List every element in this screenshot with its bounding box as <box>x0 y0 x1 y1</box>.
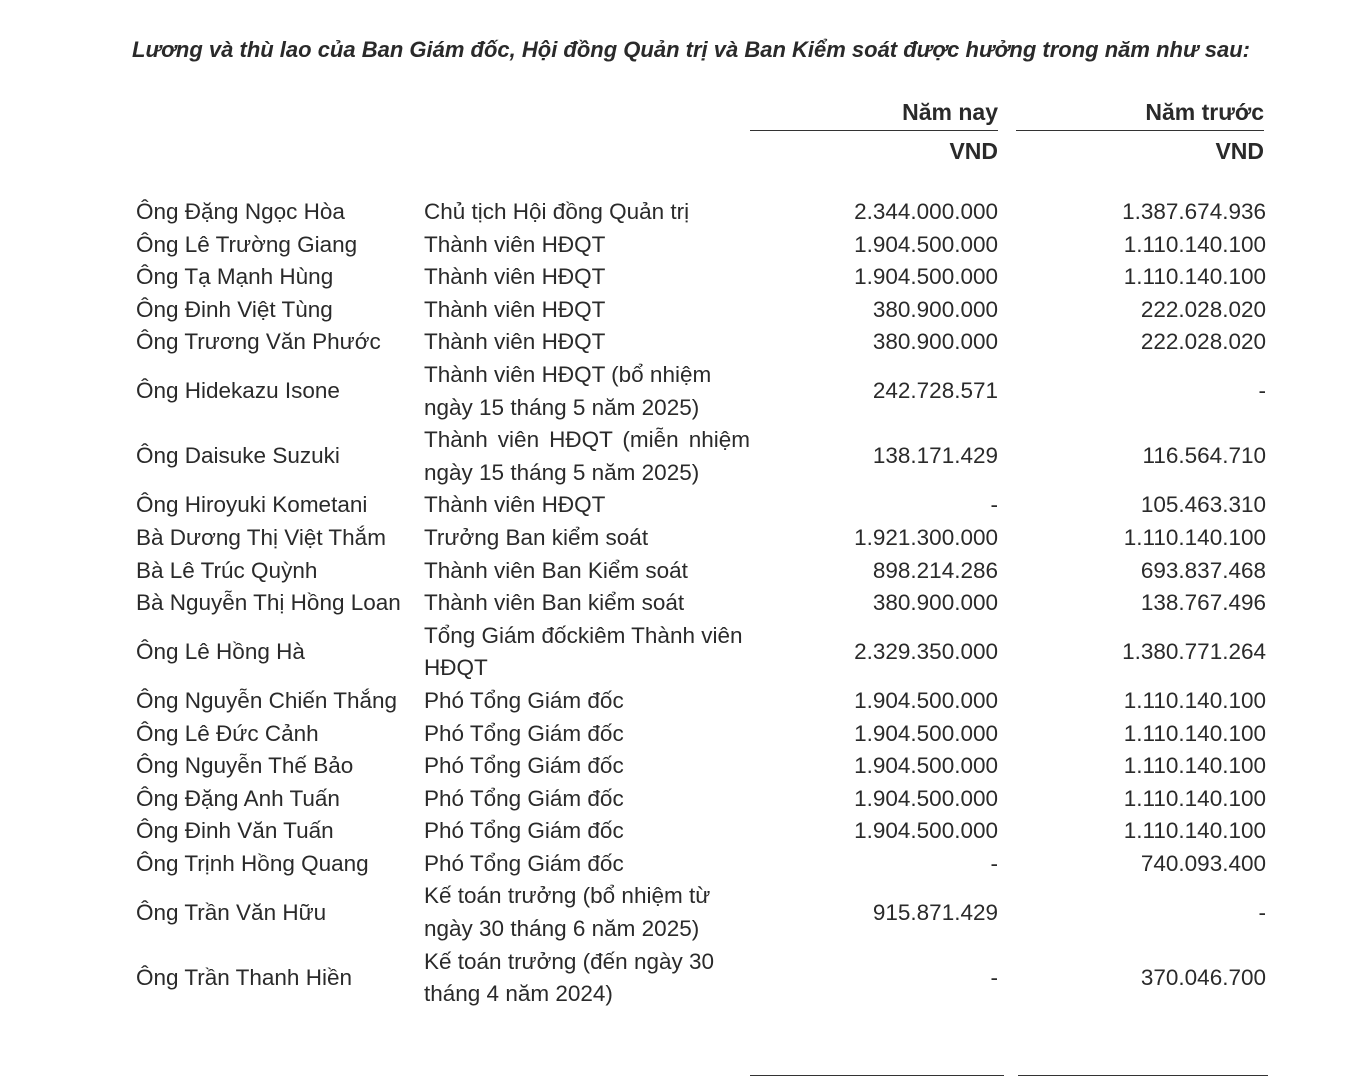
person-role: Thành viên HĐQT <box>424 492 606 518</box>
amount-current-year: 1.904.500.000 <box>854 785 998 811</box>
table-row <box>136 294 1266 327</box>
person-role: Thành viên Ban kiểm soát <box>424 590 685 616</box>
column-header-current-year <box>750 98 998 165</box>
person-name: Ông Lê Trường Giang <box>136 231 358 257</box>
amount-previous-year: 1.110.140.100 <box>1123 687 1266 713</box>
person-role: Phó Tổng Giám đốc <box>424 850 624 876</box>
person-name: Ông Nguyễn Thế Bảo <box>136 753 354 779</box>
table-row <box>136 946 1266 1011</box>
amount-previous-year: 693.837.468 <box>1140 557 1266 583</box>
amount-previous-year: 1.110.140.100 <box>1123 264 1266 290</box>
person-name: Ông Đặng Anh Tuấn <box>136 785 340 811</box>
amount-previous-year: - <box>1258 899 1266 925</box>
person-role: Thành viên HĐQT <box>424 296 606 322</box>
person-role: Chủ tịch Hội đồng Quản trị <box>424 199 690 224</box>
table-row <box>136 880 1266 945</box>
current-year-label: Năm nay <box>902 99 998 125</box>
amount-current-year: 915.871.429 <box>872 899 998 925</box>
person-name: Ông Hiroyuki Kometani <box>136 492 368 518</box>
amount-previous-year: 116.564.710 <box>1142 443 1266 469</box>
amount-previous-year: 1.110.140.100 <box>1123 785 1266 811</box>
table-row <box>136 359 1266 424</box>
amount-current-year: 1.904.500.000 <box>854 687 998 713</box>
person-name: Ông Trương Văn Phước <box>136 329 381 355</box>
amount-previous-year: 1.110.140.100 <box>1123 818 1266 844</box>
table-row <box>136 750 1266 783</box>
previous-year-label: Năm trước <box>1145 99 1264 125</box>
person-name: Ông Đinh Việt Tùng <box>136 296 333 322</box>
table-row <box>136 196 1266 229</box>
table-row <box>136 489 1266 522</box>
person-role: Phó Tổng Giám đốc <box>424 785 624 811</box>
person-role: Thành viên HĐQT <box>424 329 606 355</box>
person-role: Thành viên Ban Kiểm soát <box>424 557 688 583</box>
person-name: Bà Dương Thị Việt Thắm <box>136 524 386 550</box>
amount-previous-year: 1.110.140.100 <box>1123 753 1266 779</box>
table-row <box>136 815 1266 848</box>
amount-current-year: 2.344.000.000 <box>854 199 998 224</box>
amount-current-year: 1.904.500.000 <box>854 231 998 257</box>
person-name: Ông Nguyễn Chiến Thắng <box>136 687 398 713</box>
amount-current-year: 380.900.000 <box>872 329 998 355</box>
header-underline <box>750 130 998 131</box>
person-name: Ông Đinh Văn Tuấn <box>136 818 334 844</box>
person-role: Tổng Giám đốckiêm Thành viên HĐQT <box>424 622 743 681</box>
table-row <box>136 326 1266 359</box>
column-header-previous-year <box>1016 98 1264 165</box>
table-row <box>136 848 1266 881</box>
person-role: Phó Tổng Giám đốc <box>424 687 624 713</box>
table-row <box>136 261 1266 294</box>
amount-current-year: 1.921.300.000 <box>854 524 998 550</box>
header-underline <box>1016 130 1264 131</box>
amount-previous-year: 1.387.674.936 <box>1122 199 1266 224</box>
person-name: Ông Trần Văn Hữu <box>136 899 327 925</box>
person-role: Phó Tổng Giám đốc <box>424 818 624 844</box>
person-name: Ông Đặng Ngọc Hòa <box>136 199 345 224</box>
amount-current-year: 380.900.000 <box>872 296 998 322</box>
amount-current-year: - <box>990 850 998 876</box>
person-role: Trưởng Ban kiểm soát <box>424 524 649 550</box>
table-row <box>136 718 1266 751</box>
amount-current-year: 242.728.571 <box>872 378 998 404</box>
remuneration-table <box>136 196 1266 1011</box>
person-name: Ông Tạ Mạnh Hùng <box>136 264 334 290</box>
previous-year-currency: VND <box>1215 138 1264 164</box>
person-role: Thành viên HĐQT <box>424 264 606 290</box>
table-row <box>136 587 1266 620</box>
table-row <box>136 555 1266 588</box>
amount-current-year: 1.904.500.000 <box>854 264 998 290</box>
amount-current-year: 1.904.500.000 <box>854 720 998 746</box>
person-name: Ông Lê Hồng Hà <box>136 639 305 665</box>
person-name: Ông Daisuke Suzuki <box>136 443 340 469</box>
total-rule-previous <box>1018 1075 1268 1076</box>
amount-current-year: 380.900.000 <box>872 590 998 616</box>
amount-previous-year: 740.093.400 <box>1140 850 1266 876</box>
section-heading: Lương và thù lao của Ban Giám đốc, Hội đồng Quản trị và Ban Kiểm soát được hưởng trong năm như sau: <box>132 37 1251 62</box>
amount-previous-year: 1.110.140.100 <box>1123 720 1266 746</box>
amount-previous-year: - <box>1258 378 1266 404</box>
table-row <box>136 783 1266 816</box>
person-role: Phó Tổng Giám đốc <box>424 720 624 746</box>
table-row <box>136 522 1266 555</box>
amount-current-year: 1.904.500.000 <box>854 818 998 844</box>
amount-previous-year: 138.767.496 <box>1140 590 1266 616</box>
person-name: Ông Hidekazu Isone <box>136 378 340 404</box>
amount-previous-year: 105.463.310 <box>1140 492 1266 518</box>
table-row <box>136 685 1266 718</box>
amount-current-year: - <box>990 964 998 990</box>
amount-previous-year: 222.028.020 <box>1140 329 1266 355</box>
person-role: Kế toán trưởng (đến ngày 30 tháng 4 năm 2024) <box>424 948 715 1007</box>
person-role: Thành viên HĐQT <box>424 231 606 257</box>
person-name: Bà Nguyễn Thị Hồng Loan <box>136 590 401 616</box>
amount-current-year: 1.904.500.000 <box>854 753 998 779</box>
amount-previous-year: 1.110.140.100 <box>1123 524 1266 550</box>
person-role: Kế toán trưởng (bổ nhiệm từ ngày 30 tháng 6 năm 2025) <box>424 883 711 942</box>
table-row <box>136 424 1266 489</box>
amount-current-year: 2.329.350.000 <box>854 639 998 665</box>
person-role: Thành viên HĐQT (bổ nhiệm ngày 15 tháng 5 năm 2025) <box>424 361 712 420</box>
person-role: Thành viên HĐQT (miễn nhiệm ngày 15 tháng 5 năm 2025) <box>424 427 750 485</box>
person-role: Phó Tổng Giám đốc <box>424 753 624 779</box>
amount-current-year: 898.214.286 <box>872 557 998 583</box>
amount-previous-year: 370.046.700 <box>1140 964 1266 990</box>
amount-previous-year: 222.028.020 <box>1140 296 1266 322</box>
person-name: Ông Trịnh Hồng Quang <box>136 850 369 876</box>
amount-previous-year: 1.110.140.100 <box>1123 231 1266 257</box>
total-rule-current <box>750 1075 1004 1076</box>
current-year-currency: VND <box>949 138 998 164</box>
amount-previous-year: 1.380.771.264 <box>1122 639 1266 665</box>
person-name: Ông Lê Đức Cảnh <box>136 720 319 746</box>
amount-current-year: - <box>990 492 998 518</box>
table-row <box>136 229 1266 262</box>
amount-current-year: 138.171.429 <box>872 443 998 469</box>
person-name: Ông Trần Thanh Hiền <box>136 964 352 990</box>
table-row <box>136 620 1266 685</box>
person-name: Bà Lê Trúc Quỳnh <box>136 557 318 583</box>
